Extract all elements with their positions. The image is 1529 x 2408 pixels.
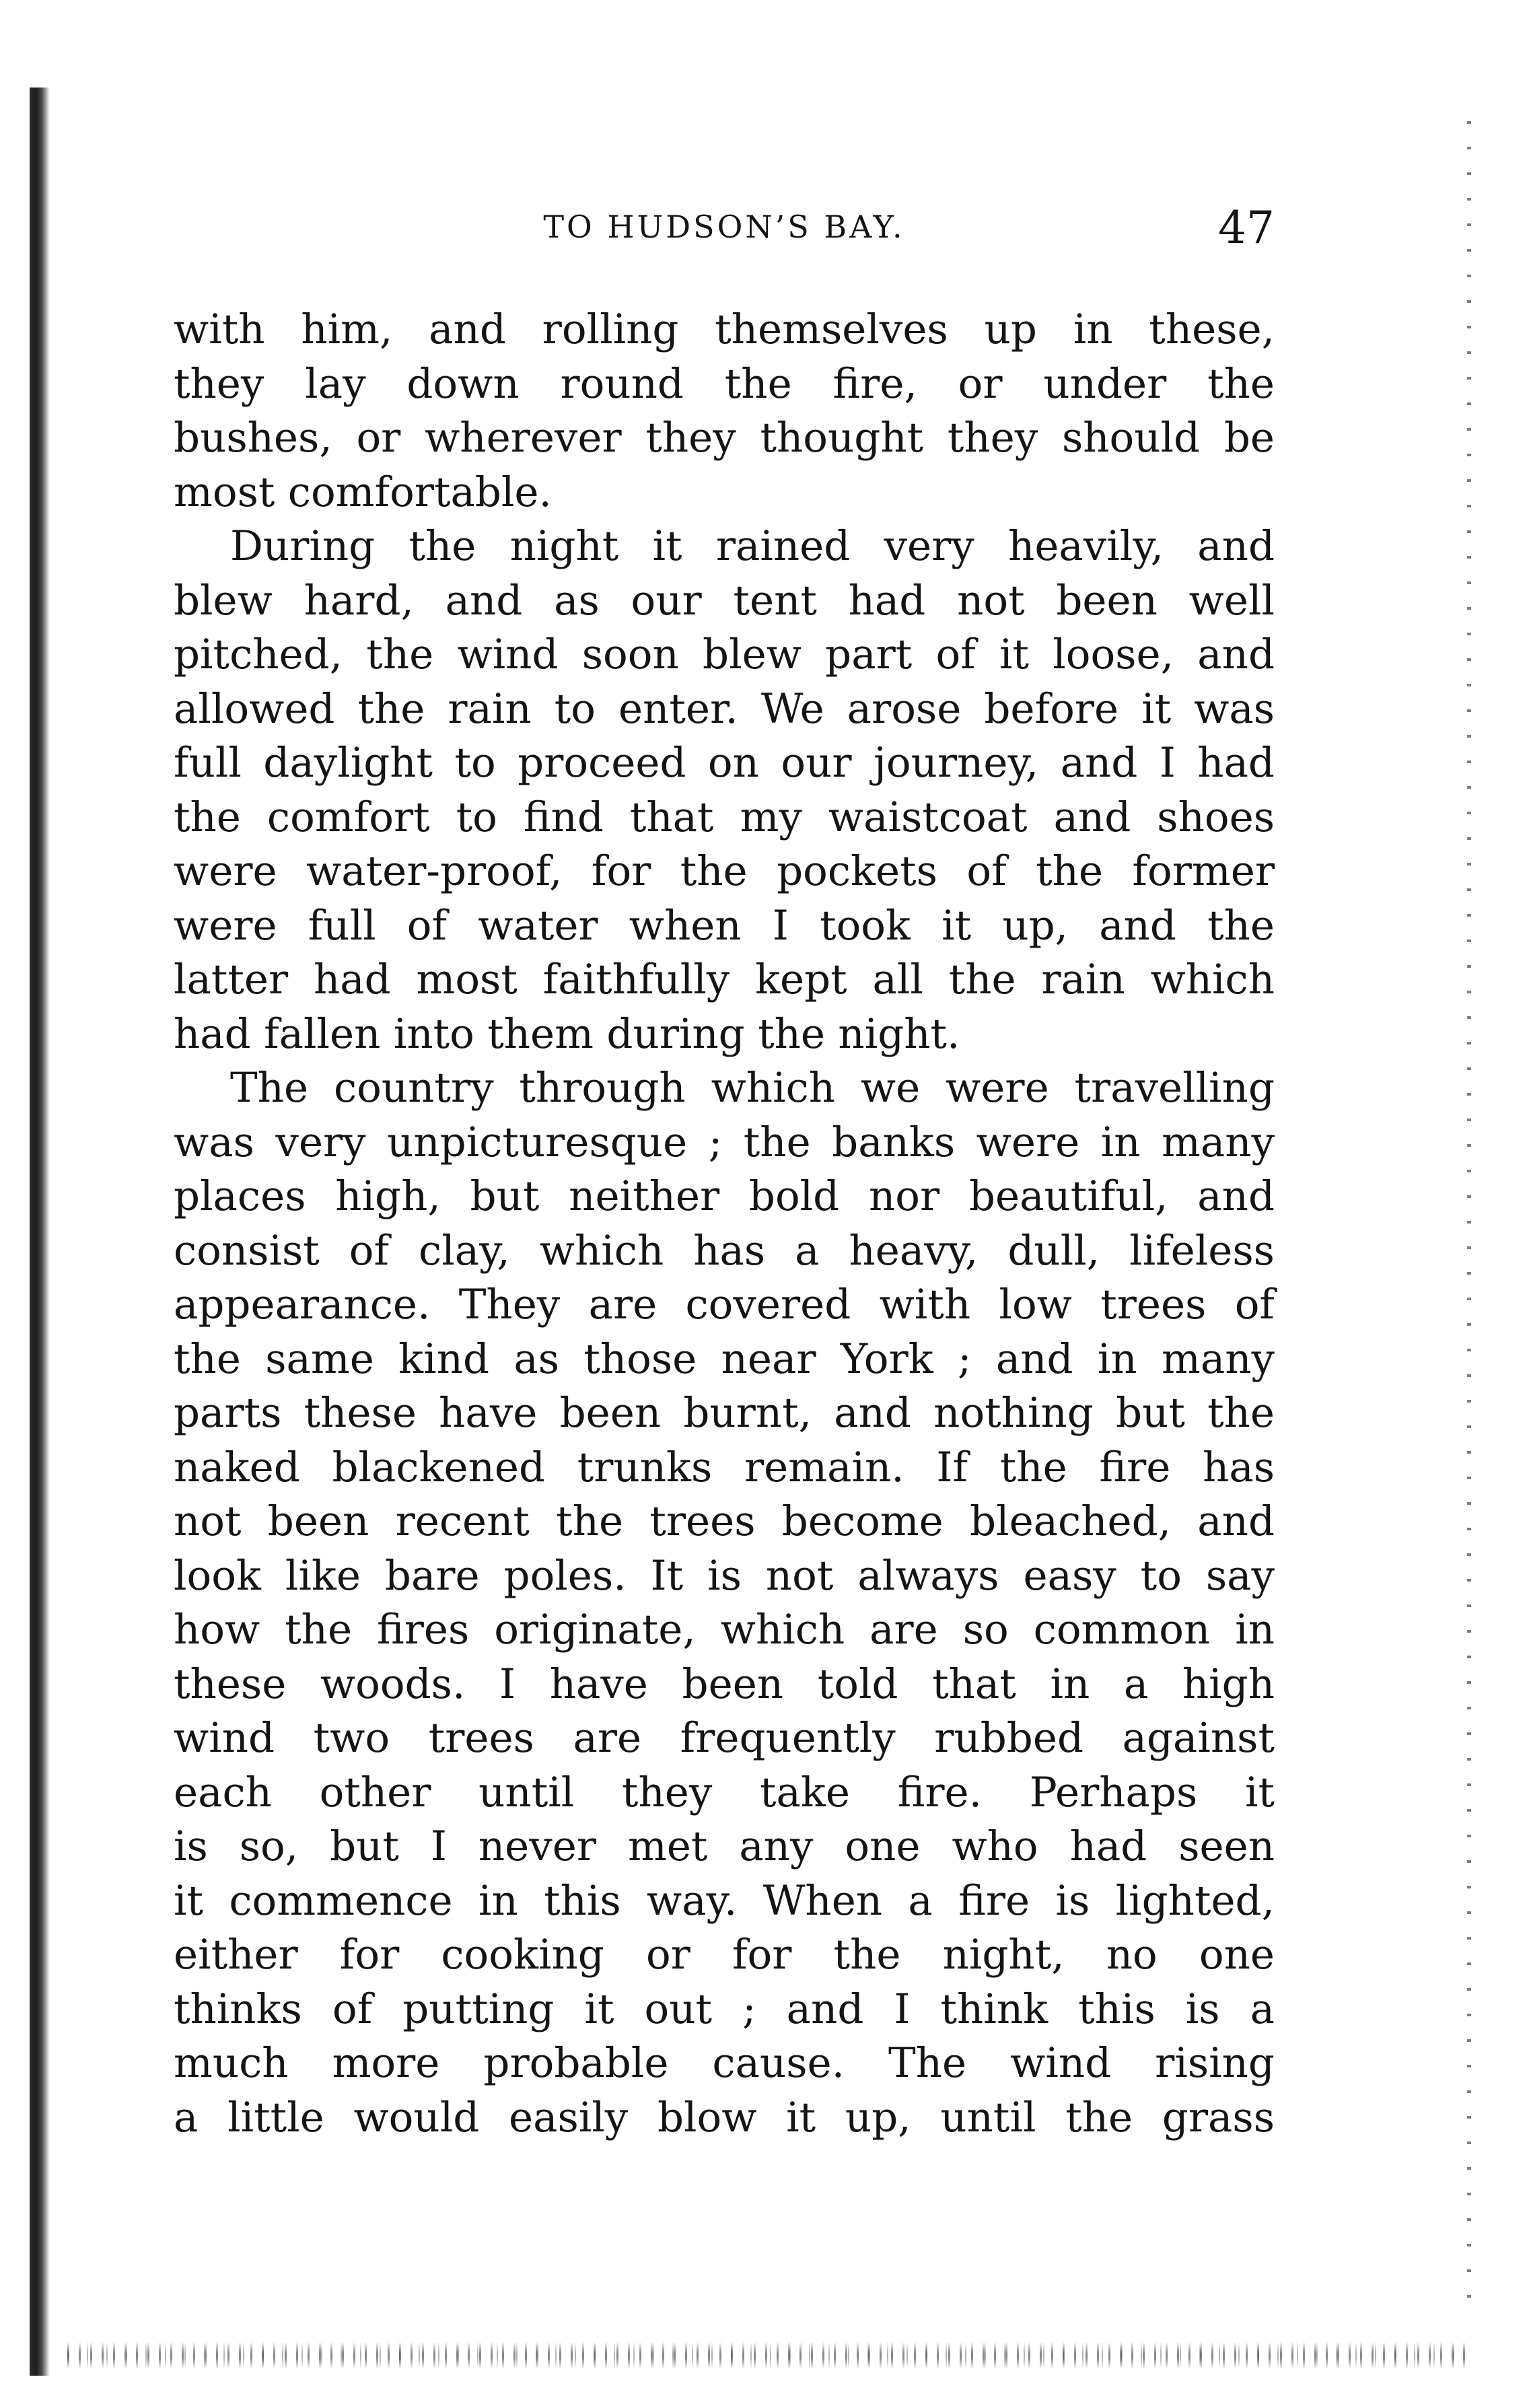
text-line: were water-proof, for the pockets of the former <box>174 847 1275 895</box>
text-line: parts these have been burnt, and nothing but the <box>174 1389 1275 1437</box>
text-line: thinks of putting it out ; and I think this is a <box>174 1985 1275 2033</box>
text-line: During the night it rained very heavily, and <box>230 522 1275 570</box>
text-line: had fallen into them during the night. <box>174 1010 960 1058</box>
text-line: much more probable cause. The wind rising <box>174 2039 1275 2087</box>
text-line: wind two trees are frequently rubbed against <box>174 1714 1275 1762</box>
body-text <box>174 303 1275 2145</box>
page-number: 47 <box>1218 202 1275 254</box>
running-title: TO HUDSON’S BAY. <box>543 209 905 245</box>
binding-edge <box>30 87 50 2376</box>
text-line: most comfortable. <box>174 468 552 516</box>
text-line: with him, and rolling themselves up in these, <box>174 306 1275 353</box>
text-line: is so, but I never met any one who had seen <box>174 1822 1275 1870</box>
text-line: a little would easily blow it up, until the grass <box>174 2093 1275 2141</box>
text-line: how the fires originate, which are so common in <box>174 1606 1275 1654</box>
text-line: bushes, or wherever they thought they should be <box>174 414 1275 462</box>
text-line: not been recent the trees become bleached, and <box>174 1497 1275 1545</box>
text-line: appearance. They are covered with low trees of <box>174 1281 1275 1329</box>
text-line: pitched, the wind soon blew part of it loose, and <box>174 631 1275 678</box>
text-line: either for cooking or for the night, no one <box>174 1931 1275 1979</box>
text-line: places high, but neither bold nor beautiful, and <box>174 1172 1275 1220</box>
text-line: they lay down round the fire, or under the <box>174 359 1275 408</box>
text-line: were full of water when I took it up, and the <box>174 901 1275 950</box>
text-line: naked blackened trunks remain. If the fire has <box>174 1443 1275 1491</box>
text-line: allowed the rain to enter. We arose before it was <box>174 684 1275 733</box>
text-line: it commence in this way. When a fire is lighted, <box>174 1876 1275 1925</box>
text-line: these woods. I have been told that in a high <box>174 1660 1275 1708</box>
text-line: was very unpicturesque ; the banks were in many <box>174 1118 1275 1166</box>
text-line: latter had most faithfully kept all the rain which <box>174 956 1275 1003</box>
text-line: full daylight to proceed on our journey, and I had <box>174 739 1275 787</box>
text-line: the same kind as those near York ; and in many <box>174 1335 1275 1383</box>
text-line: each other until they take fire. Perhaps it <box>174 1768 1275 1816</box>
text-line: The country through which we were travelling <box>230 1064 1275 1112</box>
text-line: look like bare poles. It is not always easy to say <box>174 1551 1275 1600</box>
text-line: consist of clay, which has a heavy, dull, lifeless <box>174 1226 1275 1275</box>
scan-specks-right <box>1467 121 1471 2315</box>
text-line: the comfort to find that my waistcoat and shoes <box>174 793 1275 841</box>
running-head <box>174 202 1275 262</box>
scan-specks-bottom <box>67 2342 1467 2369</box>
text-line: blew hard, and as our tent had not been well <box>174 576 1275 625</box>
